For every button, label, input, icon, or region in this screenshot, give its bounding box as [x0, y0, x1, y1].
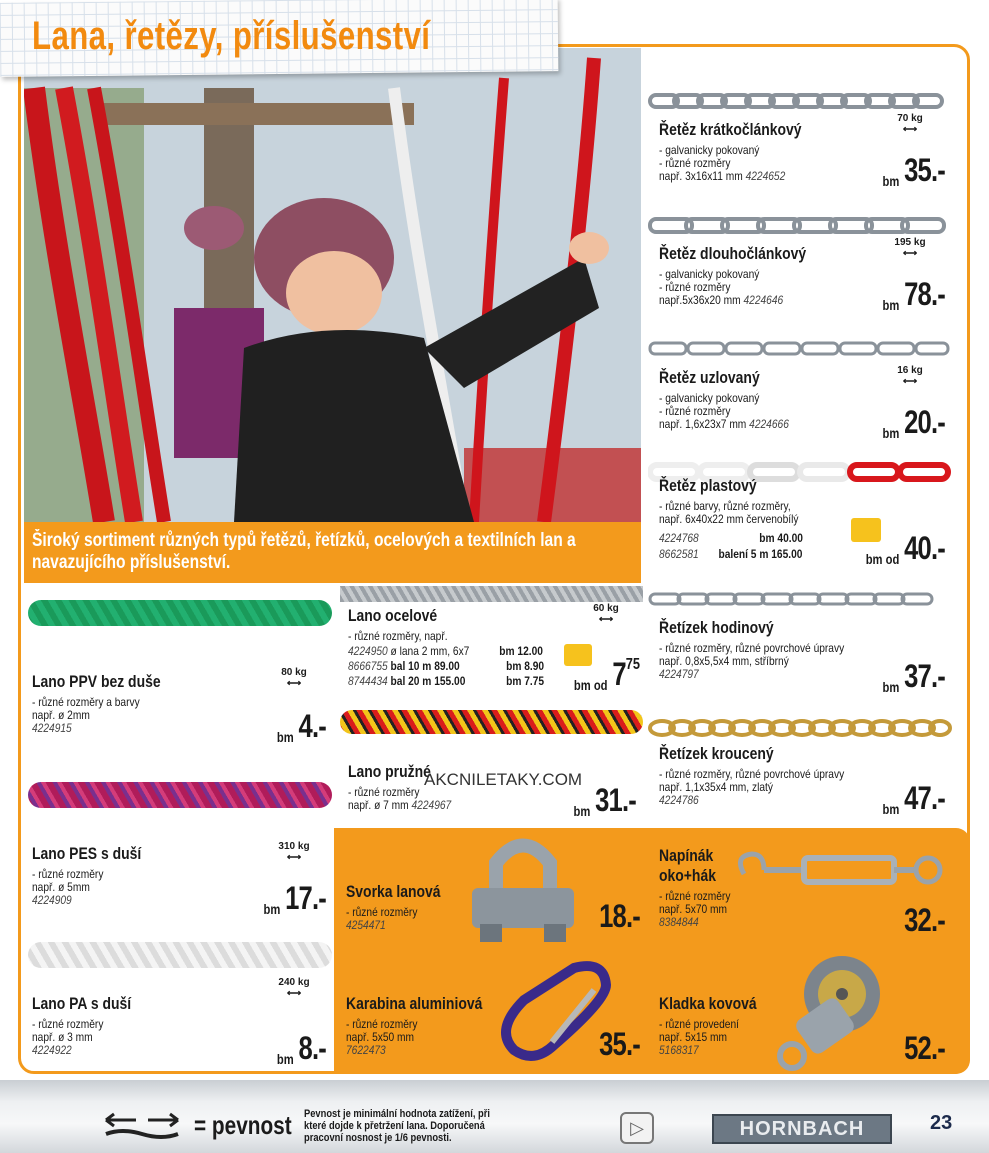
- promo-banner: Široký sortiment různých typů řetězů, řetízků, ocelových a textilních lan a navazujícího příslušenství.: [24, 521, 641, 583]
- chain-knotted-image: [648, 338, 953, 360]
- chain-twisted-image: [648, 716, 953, 740]
- capacity-icon: 80 kg ⟷: [281, 667, 307, 689]
- product-name: Kladka kovová: [659, 994, 757, 1013]
- rope-ppv-image: [28, 600, 332, 626]
- price-row: 4224950 ø lana 2 mm, 6x7 bm 12.00: [348, 644, 543, 658]
- capacity-icon: 70 kg ⟷: [897, 113, 923, 135]
- product-name: Lano ocelové: [348, 606, 438, 625]
- steel-rope-image: [340, 586, 643, 602]
- price-tag: 35.-: [599, 1026, 640, 1062]
- strength-symbol-icon: [102, 1110, 182, 1144]
- price-tag: bm od 40.-: [865, 530, 945, 567]
- capacity-icon: 195 kg ⟷: [894, 237, 926, 259]
- chain-short-link-image: [648, 90, 953, 114]
- product-desc: - různé rozměry např. ø 5mm 4224909: [32, 867, 104, 907]
- price-row: 8666755 bal 10 m 89.00 bm 8.90: [348, 659, 545, 673]
- product-name: Lano PPV bez duše: [32, 672, 161, 691]
- price-tag: bm 4.-: [276, 708, 326, 745]
- price-tag: 52.-: [904, 1030, 945, 1066]
- product-desc: - různé rozměry, různé povrchové úpravy např. 0,8x5,5x4 mm, stříbrný 4224797: [659, 641, 845, 681]
- product-desc: - galvanicky pokovaný - různé rozměry např.5x36x20 mm 4224646: [659, 267, 784, 307]
- strength-note: Pevnost je minimální hodnota zatížení, při které dojde k přetržení lana. Doporučená pracovní nosnost je 1/6 pevnosti.: [304, 1108, 490, 1144]
- capacity-icon: 310 kg ⟷: [278, 841, 310, 863]
- product-name: Řetěz dlouhočlánkový: [659, 244, 807, 263]
- wire-clamp-image: [466, 828, 581, 946]
- price-tag: bm 47.-: [882, 780, 945, 817]
- hornbach-logo: HORNBACH: [712, 1114, 892, 1144]
- pulley-image: [770, 946, 890, 1076]
- product-desc: - různé rozměry, např.: [348, 629, 448, 643]
- play-icon[interactable]: ▷: [620, 1112, 654, 1144]
- product-name-line2: oko+hák: [659, 866, 716, 885]
- capacity-icon: 240 kg ⟷: [278, 977, 310, 999]
- price-row: 4224768 bm 40.00: [659, 531, 803, 545]
- product-desc: - různé rozměry např. ø 3 mm 4224922: [32, 1017, 104, 1057]
- strength-legend: = pevnost: [194, 1110, 292, 1140]
- page-number: 23: [930, 1112, 953, 1134]
- product-name: Lano PES s duší: [32, 844, 142, 863]
- price-tag: bm 37.-: [882, 658, 945, 695]
- rope-pa-image: [28, 942, 332, 968]
- price-row: 8744434 bal 20 m 155.00 bm 7.75: [348, 674, 545, 688]
- price-tag: 32.-: [904, 902, 945, 938]
- product-desc: - různé rozměry např. 5x70 mm 8384844: [659, 889, 731, 929]
- price-row: 8662581 balení 5 m 165.00: [659, 547, 803, 561]
- hero-photo: [24, 48, 641, 522]
- product-name: Řetěz plastový: [659, 476, 757, 495]
- rope-pes-image: [28, 782, 332, 808]
- product-name: Řetěz uzlovaný: [659, 368, 760, 387]
- price-tag: bm od 775: [573, 656, 640, 693]
- page-title: Lana, řetězy, příslušenství: [32, 14, 431, 58]
- product-name: Karabina aluminiová: [346, 994, 483, 1013]
- product-name: Lano pružné: [348, 762, 431, 781]
- product-desc: - různé provedení např. 5x15 mm 5168317: [659, 1017, 739, 1057]
- price-tag: bm 78.-: [882, 276, 945, 313]
- product-name: Řetízek kroucený: [659, 744, 774, 763]
- price-tag: bm 8.-: [276, 1030, 326, 1067]
- price-tag: 18.-: [599, 898, 640, 934]
- product-desc: - galvanicky pokovaný - různé rozměry např. 1,6x23x7 mm 4224666: [659, 391, 789, 431]
- price-tag: bm 20.-: [882, 404, 945, 441]
- product-desc: - různé rozměry a barvy např. ø 2mm 4224915: [32, 695, 140, 735]
- watermark: AKCNILETAKY.COM: [424, 770, 583, 789]
- elastic-rope-image: [340, 710, 643, 734]
- product-name: Lano PA s duší: [32, 994, 132, 1013]
- product-name: Napínák: [659, 846, 714, 865]
- capacity-icon: 60 kg ⟷: [593, 603, 619, 625]
- product-desc: - galvanicky pokovaný - různé rozměry např. 3x16x11 mm 4224652: [659, 143, 786, 183]
- product-desc: - různé rozměry např. ø 7 mm 4224967: [348, 785, 452, 812]
- price-tag: bm 35.-: [882, 152, 945, 189]
- product-desc: - různé rozměry 4254471: [346, 905, 418, 932]
- product-name: Svorka lanová: [346, 882, 441, 901]
- price-tag: bm 17.-: [263, 880, 326, 917]
- chain-long-link-image: [648, 214, 953, 238]
- product-name: Řetěz krátkočlánkový: [659, 120, 802, 139]
- climbing-photo: [24, 48, 641, 522]
- product-name: Řetízek hodinový: [659, 618, 774, 637]
- product-desc: - různé barvy, různé rozměry, např. 6x40x22 mm červenobílý: [659, 499, 799, 526]
- product-desc: - různé rozměry, různé povrchové úpravy např. 1,1x35x4 mm, zlatý 4224786: [659, 767, 845, 807]
- price-tag: bm 31.-: [573, 782, 636, 819]
- capacity-icon: 16 kg ⟷: [897, 365, 923, 387]
- turnbuckle-image: [734, 846, 944, 892]
- product-desc: - různé rozměry např. 5x50 mm 7622473: [346, 1017, 418, 1057]
- chain-watch-image: [648, 590, 953, 610]
